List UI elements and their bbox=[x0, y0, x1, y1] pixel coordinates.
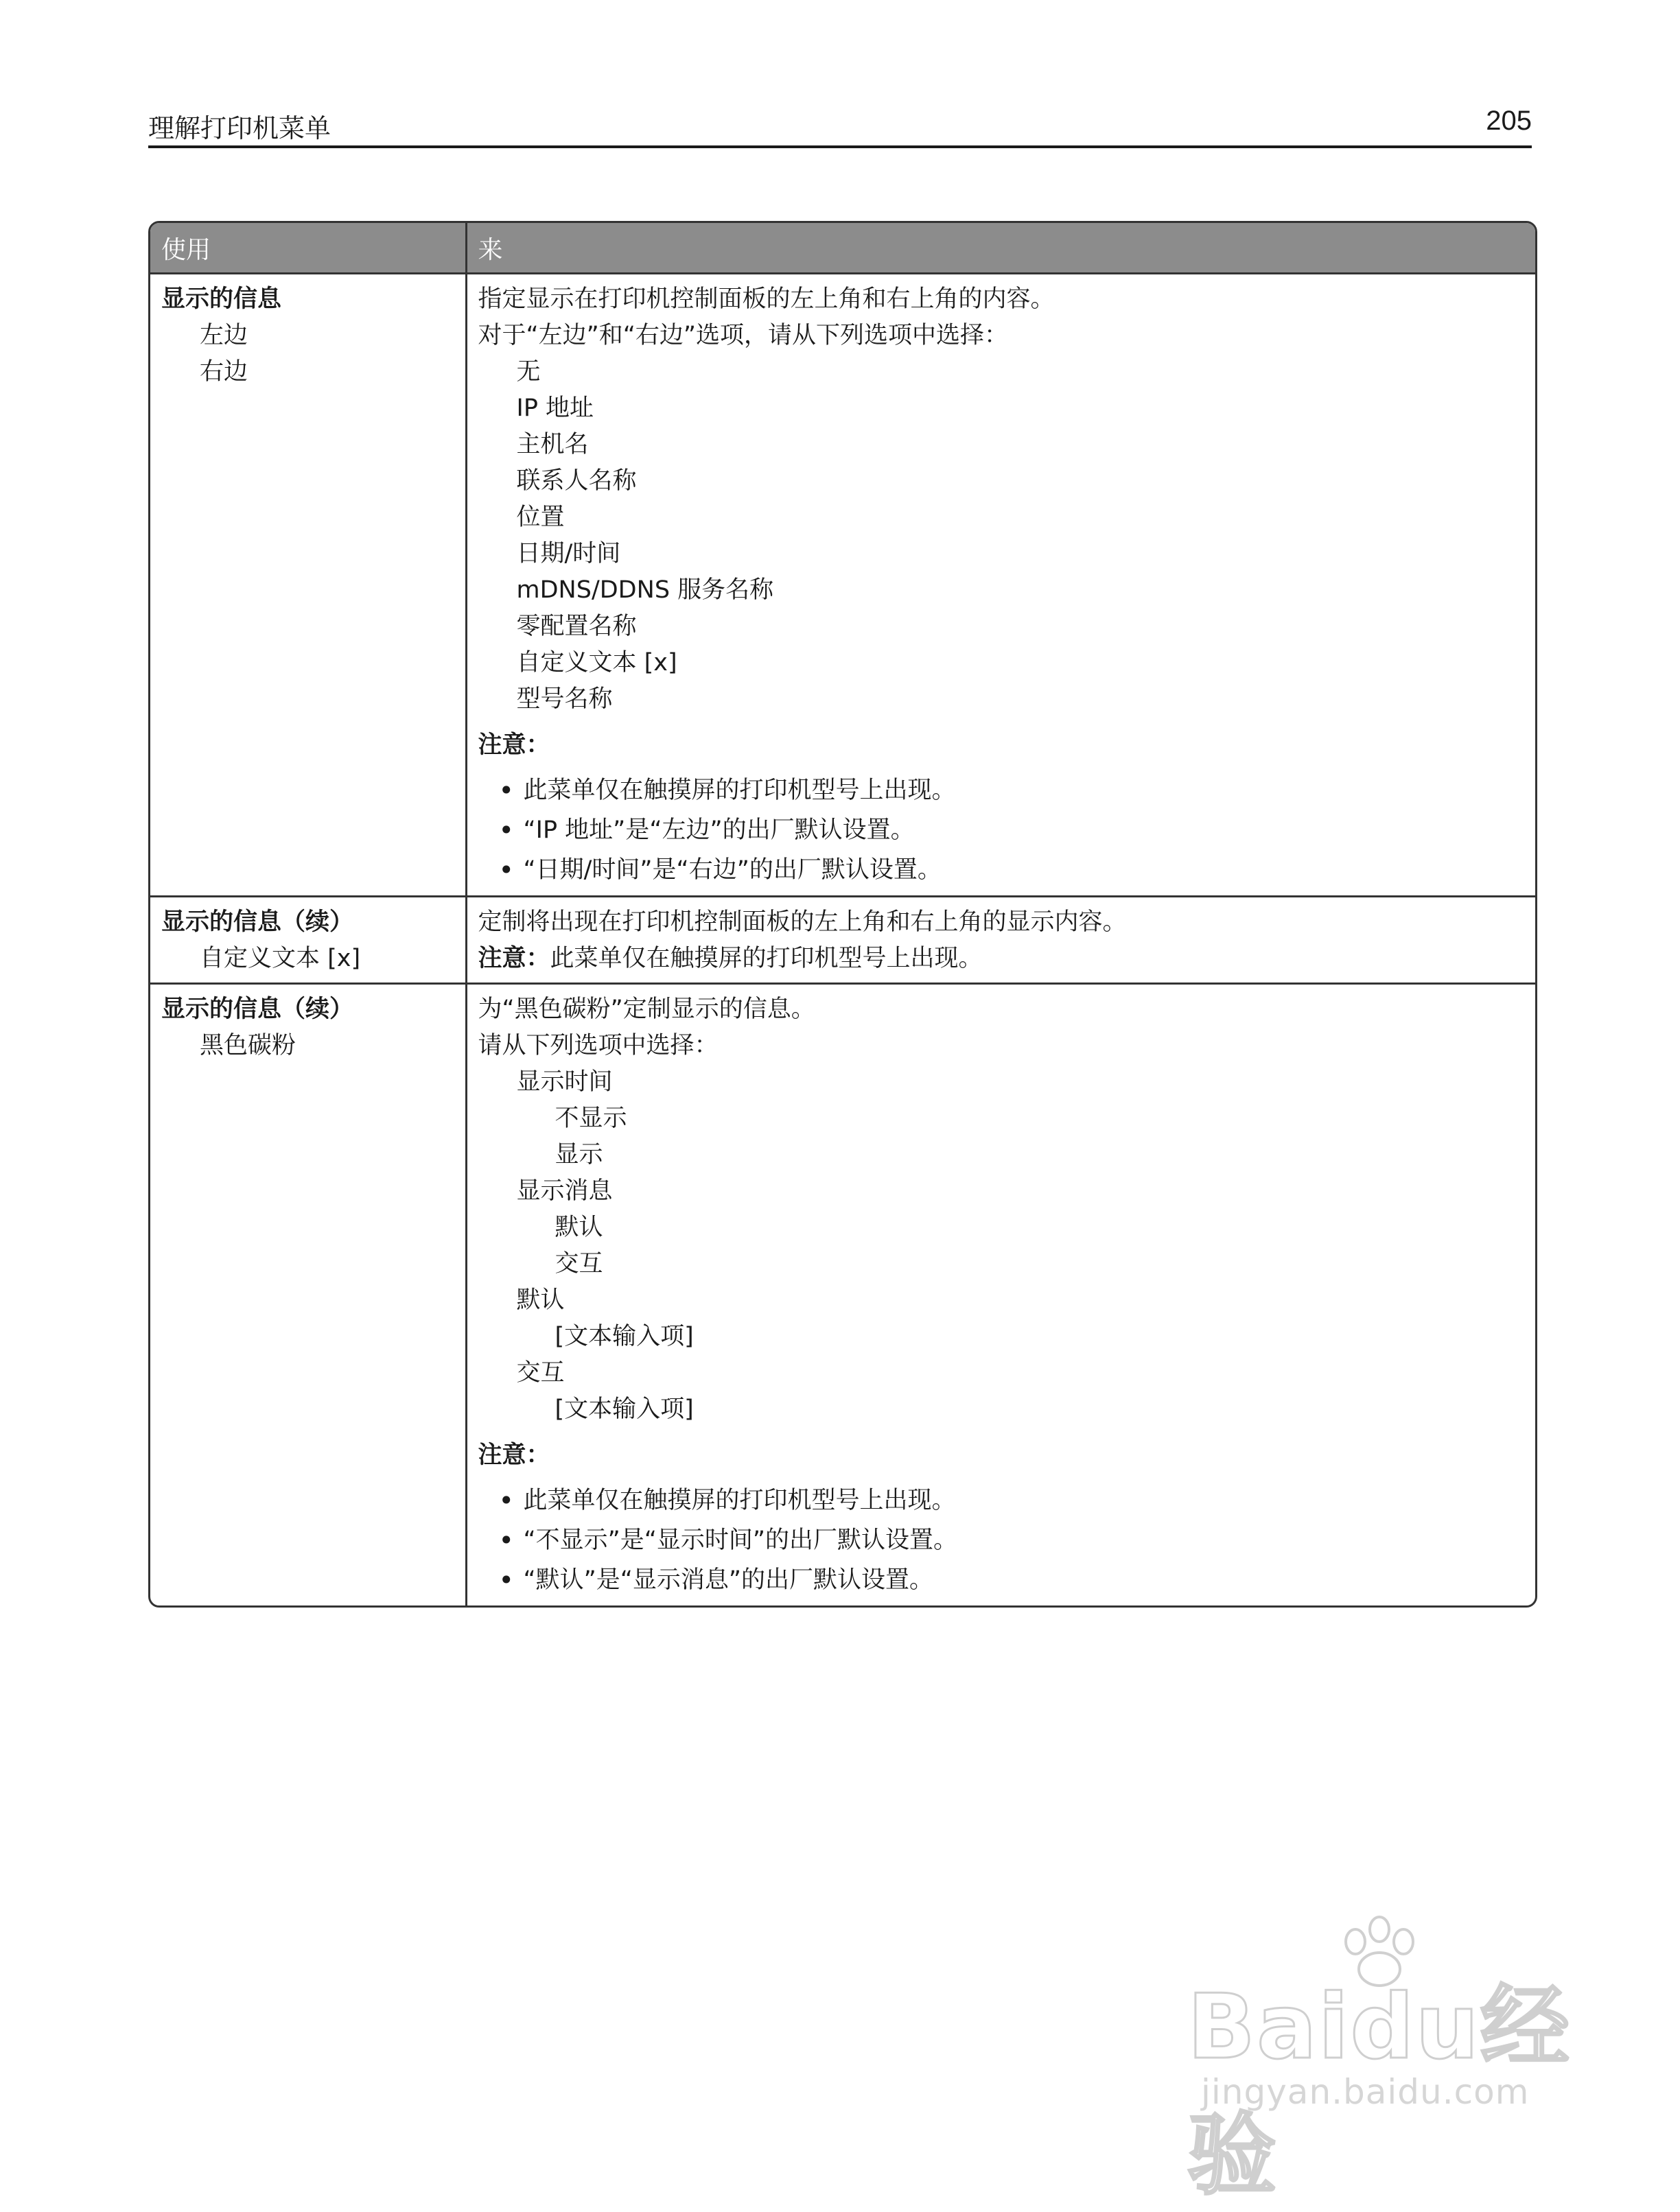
column-header-to: 来 bbox=[466, 223, 1535, 274]
option-item: 零配置名称 bbox=[516, 613, 637, 640]
option-subitem: 不显示 bbox=[555, 1105, 627, 1132]
option-subitem: [文本输入项] bbox=[555, 1396, 694, 1423]
description-cell bbox=[466, 897, 1535, 984]
note-label: 注意： bbox=[478, 945, 550, 972]
option-item: 主机名 bbox=[516, 431, 589, 458]
option-item: 交互 bbox=[516, 1359, 565, 1387]
option-item: 型号名称 bbox=[516, 685, 613, 713]
option-item: 自定义文本 [x] bbox=[516, 649, 677, 676]
note-label: 注意： bbox=[478, 731, 550, 759]
table-row bbox=[150, 274, 1535, 897]
menu-subitem: 黑色碳粉 bbox=[200, 1032, 296, 1059]
table-row bbox=[150, 897, 1535, 984]
menu-subitem: 自定义文本 [x] bbox=[200, 945, 361, 972]
table-row bbox=[150, 984, 1535, 1606]
menu-item-cell bbox=[150, 984, 466, 1606]
option-item: 位置 bbox=[516, 504, 565, 531]
option-subitem: [文本输入项] bbox=[555, 1323, 694, 1350]
note-text: 此菜单仅在触摸屏的打印机型号上出现。 bbox=[550, 945, 983, 972]
description-text: 指定显示在打印机控制面板的左上角和右上角的内容。 bbox=[478, 285, 1055, 313]
note-item: • “不显示”是“显示时间”的出厂默认设置。 bbox=[499, 1520, 1525, 1560]
option-item: 显示消息 bbox=[516, 1177, 613, 1205]
note-item: • “默认”是“显示消息”的出厂默认设置。 bbox=[499, 1560, 1525, 1600]
option-item: mDNS/DDNS 服务名称 bbox=[516, 576, 774, 604]
note-item: • “日期/时间”是“右边”的出厂默认设置。 bbox=[499, 850, 1525, 890]
page-header bbox=[148, 103, 1532, 148]
option-item: 默认 bbox=[516, 1286, 565, 1314]
description-text: 对于“左边”和“右边”选项，请从下列选项中选择： bbox=[478, 322, 1009, 349]
option-subitem: 默认 bbox=[555, 1214, 603, 1241]
menu-item-cell bbox=[150, 897, 466, 984]
menu-subitem: 左边 bbox=[200, 322, 248, 349]
note-item: • 此菜单仅在触摸屏的打印机型号上出现。 bbox=[499, 770, 1525, 810]
note-label: 注意： bbox=[478, 1442, 550, 1469]
table-header-row bbox=[150, 223, 1535, 274]
description-text: 为“黑色碳粉”定制显示的信息。 bbox=[478, 996, 815, 1023]
menu-item-cell bbox=[150, 274, 466, 897]
note-list bbox=[478, 1481, 1525, 1600]
page-title: 理解打印机菜单 bbox=[148, 113, 331, 143]
menu-item-name: 显示的信息（续） bbox=[161, 996, 354, 1023]
inline-note bbox=[478, 941, 1525, 977]
watermark-url: jingyan.baidu.com bbox=[1201, 2072, 1530, 2112]
column-header-use: 使用 bbox=[150, 223, 466, 274]
option-item: IP 地址 bbox=[516, 395, 594, 422]
option-subitem: 交互 bbox=[555, 1250, 603, 1278]
note-item: • 此菜单仅在触摸屏的打印机型号上出现。 bbox=[499, 1481, 1525, 1520]
note-item: • “IP 地址”是“左边”的出厂默认设置。 bbox=[499, 810, 1525, 850]
menu-item-name: 显示的信息 bbox=[161, 285, 282, 313]
menu-subitem: 右边 bbox=[200, 358, 248, 386]
description-text: 定制将出现在打印机控制面板的左上角和右上角的显示内容。 bbox=[478, 908, 1127, 936]
option-item: 联系人名称 bbox=[516, 467, 637, 495]
option-item: 无 bbox=[516, 358, 541, 386]
option-item: 日期/时间 bbox=[516, 540, 621, 567]
description-cell bbox=[466, 274, 1535, 897]
description-text: 请从下列选项中选择： bbox=[478, 1032, 719, 1059]
watermark-logo: Baidu经验 bbox=[1187, 1975, 1571, 2207]
option-subitem: 显示 bbox=[555, 1141, 603, 1168]
menu-table bbox=[148, 221, 1537, 1608]
page-number: 205 bbox=[1486, 106, 1532, 136]
description-cell bbox=[466, 984, 1535, 1606]
baidu-watermark bbox=[1187, 1914, 1572, 2207]
note-list bbox=[478, 770, 1525, 890]
menu-item-name: 显示的信息（续） bbox=[161, 908, 354, 936]
option-item: 显示时间 bbox=[516, 1068, 613, 1096]
